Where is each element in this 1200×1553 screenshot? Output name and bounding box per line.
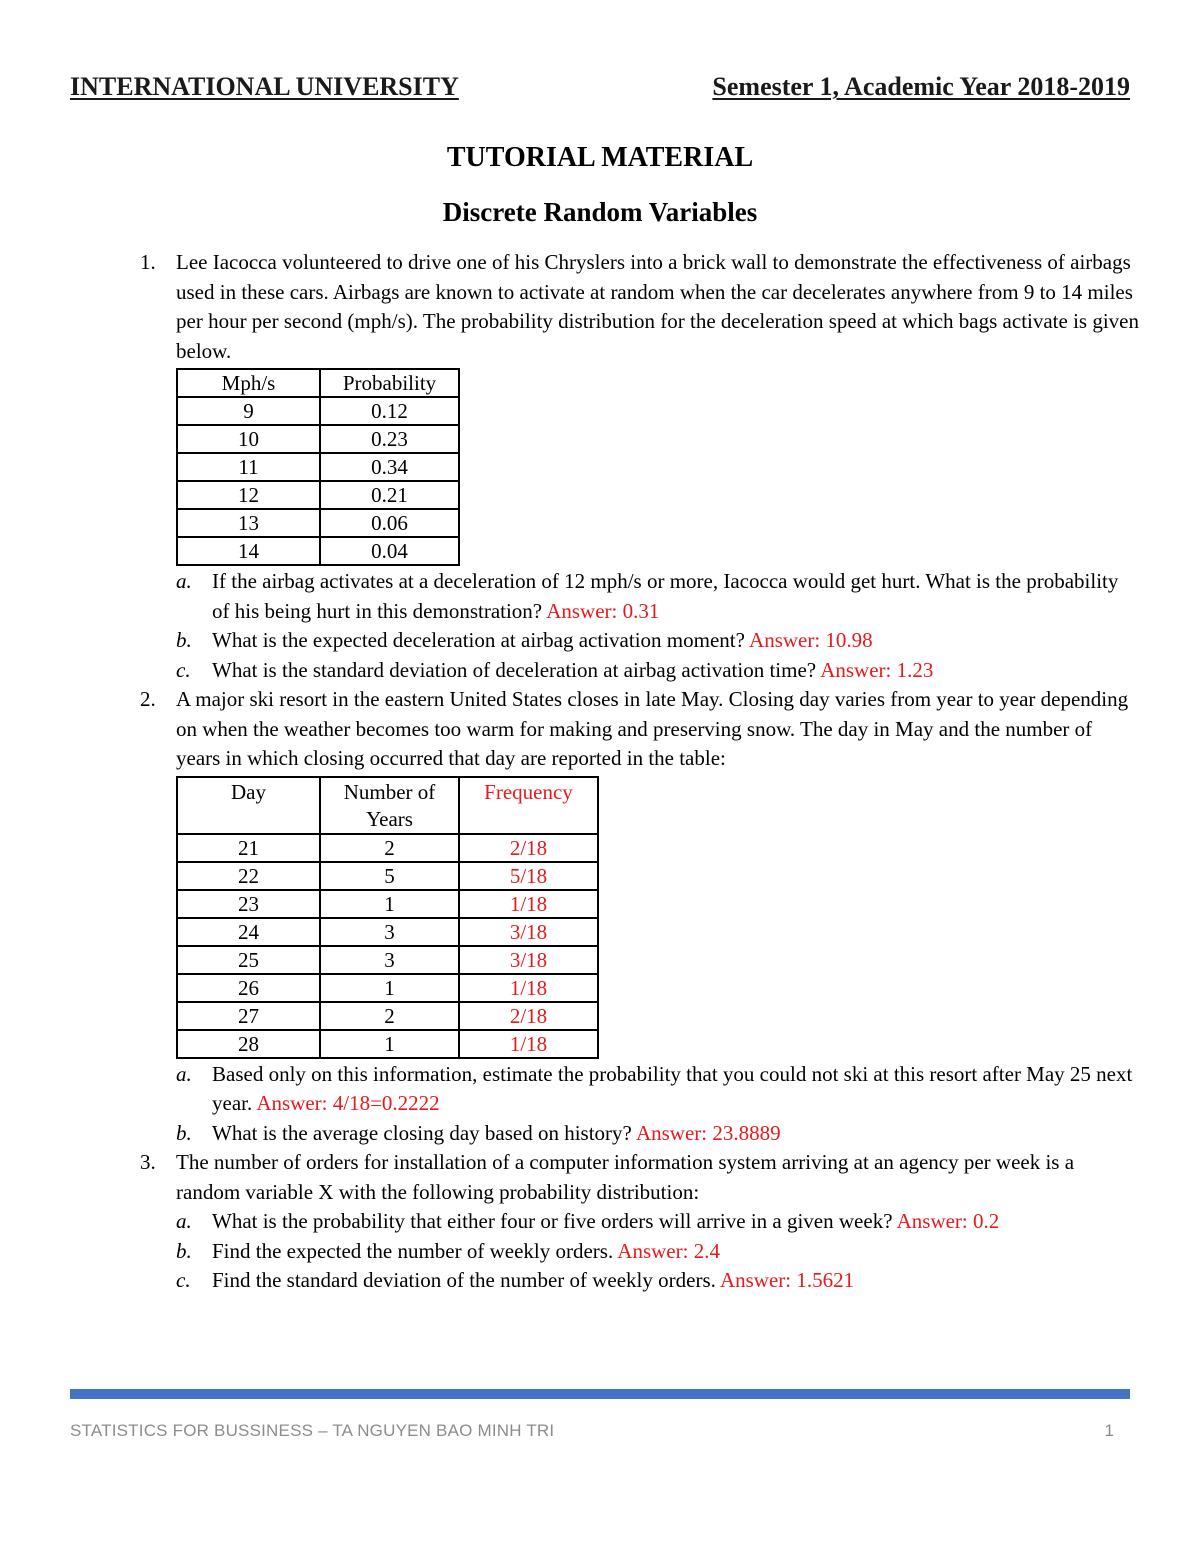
question-text: The number of orders for installation of a computer information system arriving at an agency per week is a random variable X with the following probability distribution: <box>176 1150 1075 1204</box>
table-cell: 1/18 <box>459 974 598 1002</box>
table-cell: 1 <box>320 1030 459 1058</box>
table-cell: 1 <box>320 974 459 1002</box>
part-text: What is the expected deceleration at airbag activation moment? <box>212 628 750 652</box>
question-1 <box>140 248 1140 685</box>
deceleration-table <box>176 368 460 566</box>
table-cell: 0.06 <box>320 509 459 537</box>
question-number: 2. <box>140 687 156 711</box>
question-part <box>176 1060 1140 1119</box>
document-subtitle: Discrete Random Variables <box>442 197 758 227</box>
table-header-row <box>177 369 459 397</box>
table-cell: 24 <box>177 918 320 946</box>
table-cell: 13 <box>177 509 320 537</box>
part-label: b. <box>176 1120 192 1145</box>
document-title: TUTORIAL MATERIAL <box>446 142 754 173</box>
part-text: If the airbag activates at a deceleration of 12 mph/s or more, Iacocca would get hurt. What is the probability of his being hurt in this demonstration? <box>212 569 1119 623</box>
table-cell: 5 <box>320 862 459 890</box>
table-cell: 26 <box>177 974 320 1002</box>
question-part <box>176 1207 1140 1237</box>
answer-text: Answer: 1.5621 <box>719 1268 855 1292</box>
table-row <box>177 918 598 946</box>
part-label: b. <box>176 628 192 652</box>
table-cell: 3/18 <box>459 946 598 974</box>
table-header-cell: Probability <box>320 369 459 397</box>
part-label: a. <box>176 1061 192 1086</box>
table-row <box>177 397 459 425</box>
part-label: a. <box>176 1209 192 1233</box>
semester-label: Semester 1, Academic Year 2018-2019 <box>712 72 1130 101</box>
table-row <box>177 1030 598 1058</box>
table-cell: 9 <box>177 397 320 425</box>
table-cell: 27 <box>177 1002 320 1030</box>
question-part <box>176 1237 1140 1267</box>
table-cell: 0.21 <box>320 481 459 509</box>
table-cell: 1/18 <box>459 1030 598 1058</box>
table-header-cell: Day <box>177 777 320 834</box>
question-number: 3. <box>140 1150 156 1174</box>
table-cell: 10 <box>177 425 320 453</box>
part-label: b. <box>176 1238 192 1263</box>
university-name: INTERNATIONAL UNIVERSITY <box>70 72 459 101</box>
page-header <box>70 72 1130 108</box>
table-row <box>177 974 598 1002</box>
question-3 <box>140 1148 1140 1296</box>
part-text: What is the average closing day based on history? <box>212 1120 636 1145</box>
table-row <box>177 890 598 918</box>
question-text: Lee Iacocca volunteered to drive one of his Chryslers into a brick wall to demonstrate the effectiveness of airbags used in these cars. Airbags are known to activate at random when the car decelerates anywhere from 9 to 14 miles per hour per second (mph/s). The probability distribution for the deceleration speed at which bags activate is given below. <box>176 250 1139 363</box>
answer-text: Answer: 4/18=0.2222 <box>256 1091 440 1115</box>
table-cell: 3 <box>320 946 459 974</box>
question-part <box>176 656 1140 686</box>
table-cell: 25 <box>177 946 320 974</box>
table-cell: 2 <box>320 1002 459 1030</box>
table-row <box>177 862 598 890</box>
question-number: 1. <box>140 250 156 274</box>
answer-text: Answer: 23.8889 <box>635 1120 781 1145</box>
table-row <box>177 509 459 537</box>
table-cell: 23 <box>177 890 320 918</box>
question-part <box>176 626 1140 656</box>
table-row <box>177 946 598 974</box>
table-row <box>177 453 459 481</box>
closing-day-table <box>176 776 599 1059</box>
footer-divider <box>70 1389 1130 1399</box>
table-header-cell: Number of Years <box>320 777 459 834</box>
part-label: c. <box>176 657 191 682</box>
table-cell: 1 <box>320 890 459 918</box>
part-text: Find the expected the number of weekly orders. <box>212 1238 618 1263</box>
question-text: A major ski resort in the eastern United States closes in late May. Closing day varies from year to year depending on when the weather becomes too warm for making and preserving snow. The day in May and the number of years in which closing occurred that day are reported in the table: <box>176 687 1129 770</box>
table-cell: 11 <box>177 453 320 481</box>
table-cell: 21 <box>177 834 320 862</box>
answer-text: Answer: 0.2 <box>896 1209 1000 1233</box>
part-text: Based only on this information, estimate the probability that you could not ski at this resort after May 25 next year. <box>212 1061 1133 1115</box>
table-cell: 3/18 <box>459 918 598 946</box>
table-cell: 2/18 <box>459 834 598 862</box>
table-row <box>177 834 598 862</box>
table-header-cell: Frequency <box>459 777 598 834</box>
table-cell: 0.04 <box>320 537 459 565</box>
table-row <box>177 537 459 565</box>
table-row <box>177 1002 598 1030</box>
table-cell: 0.12 <box>320 397 459 425</box>
answer-text: Answer: 2.4 <box>617 1238 720 1263</box>
part-text: What is the standard deviation of deceleration at airbag activation time? <box>212 657 821 682</box>
table-cell: 3 <box>320 918 459 946</box>
answer-text: Answer: 0.31 <box>546 598 660 623</box>
footer-course-text: STATISTICS FOR BUSSINESS – TA NGUYEN BAO MINH TRI <box>70 1421 555 1440</box>
table-cell: 28 <box>177 1030 320 1058</box>
part-label: c. <box>176 1268 191 1292</box>
table-header-row <box>177 777 598 834</box>
question-part <box>176 1119 1140 1149</box>
question-part <box>176 567 1140 626</box>
table-cell: 0.34 <box>320 453 459 481</box>
table-row <box>177 481 459 509</box>
table-cell: 1/18 <box>459 890 598 918</box>
table-row <box>177 425 459 453</box>
question-2 <box>140 685 1140 1148</box>
table-cell: 2/18 <box>459 1002 598 1030</box>
document-body <box>140 248 1140 1296</box>
table-cell: 5/18 <box>459 862 598 890</box>
answer-text: Answer: 10.98 <box>749 628 873 652</box>
table-header-cell: Mph/s <box>177 369 320 397</box>
page-number: 1 <box>1104 1421 1114 1440</box>
table-cell: 0.23 <box>320 425 459 453</box>
part-label: a. <box>176 569 192 593</box>
table-cell: 2 <box>320 834 459 862</box>
table-cell: 22 <box>177 862 320 890</box>
table-cell: 14 <box>177 537 320 565</box>
part-text: Find the standard deviation of the number of weekly orders. <box>212 1268 720 1292</box>
part-text: What is the probability that either four or five orders will arrive in a given week? <box>212 1209 897 1233</box>
question-part <box>176 1266 1140 1296</box>
answer-text: Answer: 1.23 <box>820 657 934 682</box>
table-cell: 12 <box>177 481 320 509</box>
